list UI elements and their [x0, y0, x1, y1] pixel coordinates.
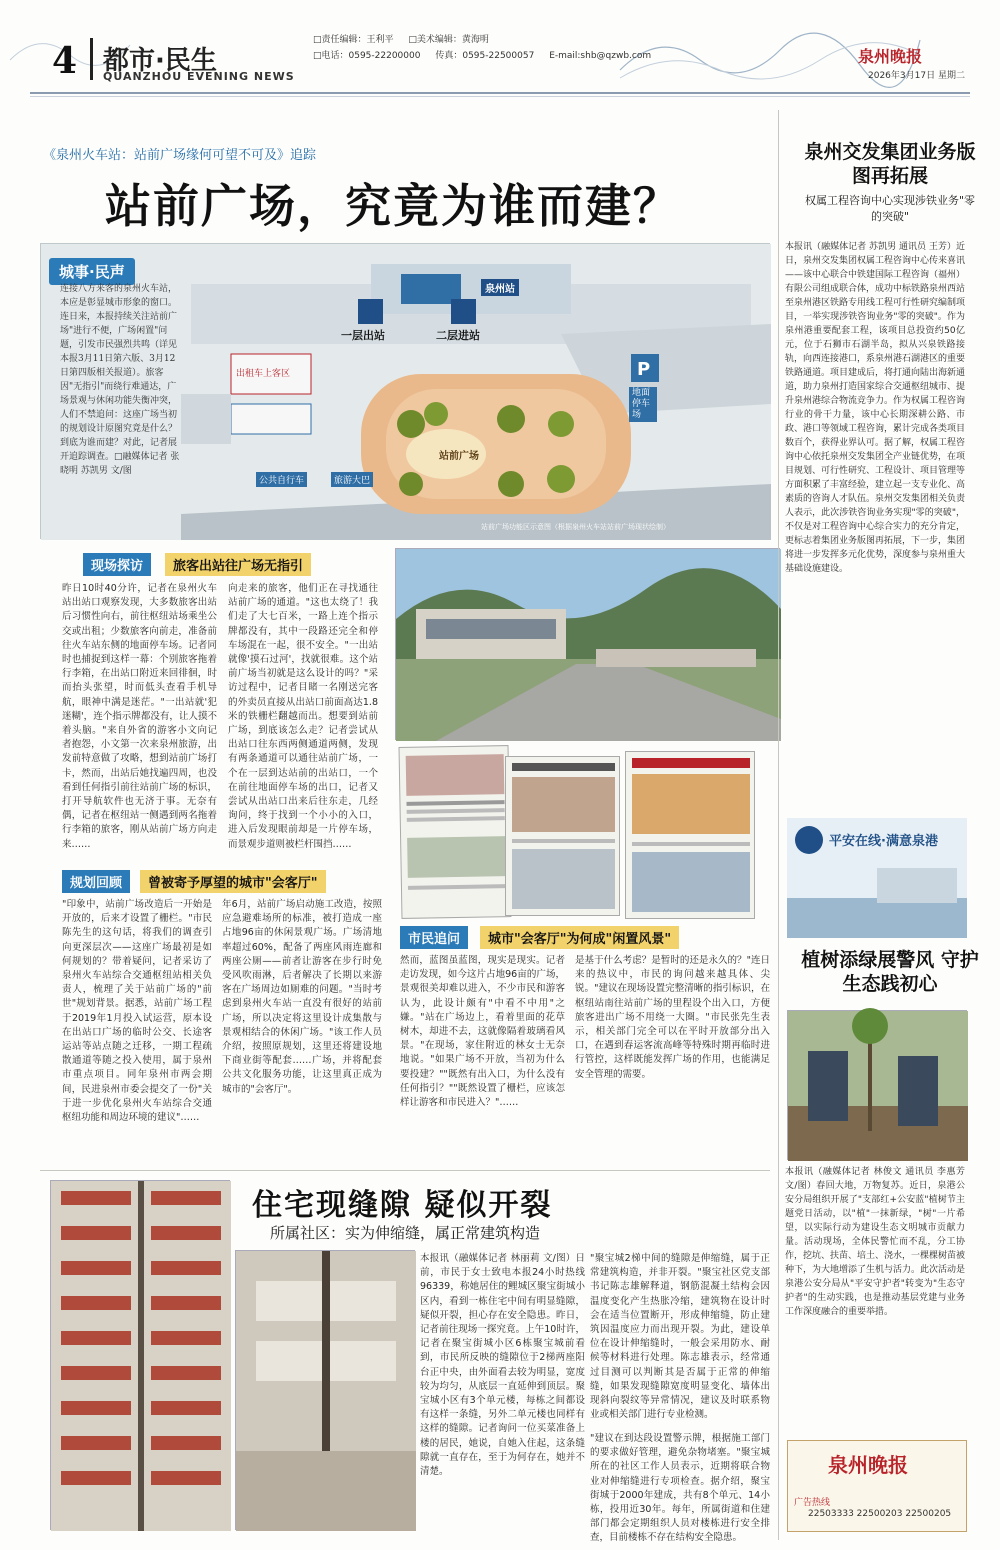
- section-title: 都市·民生: [103, 46, 217, 76]
- police-banner: [787, 818, 967, 938]
- right-story-1-body: 本报讯（融媒体记者 苏凯男 通讯员 王芳）近日，泉州交发集团权属工程咨询中心传来喜讯——该中心联合中铁建国际工程咨询（福州）有限公司组成联合体，成功中标铁路泉州西站至泉州港区铁路专用线工程可行性研究编制项目，一举实现涉铁咨询业务"零的突破"。作为泉州港重要配套工程，该项目总投资约50亿元，位于石狮市石湖半岛，拟从兴泉铁路接轨，向西连接港口，系泉州港石湖港区的重要铁路通道。项目建成后，将打通向陆出海新通道，助力泉州打造国家综合交通枢纽城市、提升泉州港综合物流竞争力。作为权属工程咨询行业的骨干力量，该中心长期深耕公路、市政、港口等领域工程咨询，累计完成各类项目数百个，获得业界认可。据了解，权属工程咨询中心依托泉州交发集团全产业链优势，在项目规划、可行性研究、工程设计、项目管理等方面积累了丰富经验，建立起一支专业化、高素质的咨询人才队伍。泉州交发集团相关负责人表示，此次涉铁咨询业务实现"零的突破"，不仅是对工程咨询中心综合实力的充分肯定，更标志着集团业务版图再拓展，下一步，集团将进一步发挥多元化优势，深度参与泉州重大基础设施建设。: [785, 242, 966, 574]
- ad-hotline-label: 广告热线: [794, 1498, 831, 1508]
- sub-article-column-2: "聚宝城2梯中间的缝隙是伸缩缝，属于正常建筑构造，并非开裂。"聚宝社区党支部书记陈志雄解释道，钢筋混凝土结构会因温度变化产生热胀冷缩，建筑物在设计时会在适当位置断开，形成伸缩缝，防止建筑因温度应力而出现开裂。为此，建设单位在设计伸缩缝时，一般会采用防水、耐候等材料进行处理。陈志雄表示，经常通过目测可以判断其是否属于正常的伸缩缝，如果发现缝隙宽度明显变化、墙体出现斜向裂纹等异常情况，建议及时联系物业或相关部门进行专业检测。: [590, 1253, 770, 1421]
- right-story-2-title: 植树添绿展警风 守护生态践初心: [801, 949, 979, 995]
- article-column-6: 是基于什么考虑？是暂时的还是永久的？"连日来的热议中，市民的询问越来越具体、尖锐。"建议在现场设置完整清晰的指引标识，在枢纽站南往站前广场的里程设个出入口，方便旅客进出广场不用绕一大圈。"市民张先生表示，相关部门完全可以在平时开放部分出入口，在遇到春运客流高峰等特殊时期再临时进行管控，这样既能发挥广场的作用，也能满足安全管理的需要。: [575, 955, 770, 1080]
- right-story-1-title: 泉州交发集团业务版图再拓展: [804, 141, 976, 187]
- page-header: [0, 0, 1000, 95]
- article-column-2: 向走来的旅客，他们正在寻找通往站前广场的通道。"这也太绕了！我们走了大七百米，一路上连个指示牌都没有，其中一段路还完全和停车场混在一起，很不安全。"一出站就像'摸石过河'，找就很难。这个站前广场当初就是这么设计的吗？"采访过程中，记者目睹一名刚送完客的外卖员直接从出站口前面高达1.8米的铁栅栏翻越而出。想要到站前广场，到底该怎么走？记者尝试从出站口往东西两侧通道两侧，发现有两条通道可以通往站前广场，一个在一层到达站前的出站口，一个在前往地面停车场的出口，记者又尝试从出站口出来后往东走，几经询问，终于找到一个小小的入口，进入后发现眼前却是一片停车场，而景观步道则被栏杆围挡……: [228, 583, 378, 850]
- art-editor: □美术编辑：黄海明: [408, 35, 489, 45]
- label-taxi: 出租车上客区: [236, 369, 291, 379]
- prior-reports-collage: [400, 746, 780, 920]
- label-plaza: 站前广场: [439, 451, 479, 462]
- section-title-1: 旅客出站往广场无指引: [165, 553, 311, 576]
- prior-report-1-graphic: [400, 746, 513, 920]
- svg-text:P: P: [637, 359, 651, 380]
- main-headline: 站前广场，究竟为谁而建？: [105, 179, 681, 233]
- prior-report-1: [399, 745, 512, 919]
- ad-logo: 泉州晚报: [828, 1453, 908, 1477]
- phone: □电话：0595-22200000: [313, 51, 421, 61]
- header-rule-thin: [30, 96, 970, 97]
- ad-box: [787, 1440, 967, 1532]
- sub-headline: 住宅现缝隙 疑似开裂: [252, 1188, 553, 1223]
- prior-report-2-graphic: [506, 757, 621, 917]
- banner-title: 平安在线·满意泉港: [829, 834, 938, 849]
- section-title-2: 曾被寄予厚望的城市"会客厅": [140, 870, 326, 893]
- story-divider: [40, 1170, 770, 1171]
- label-first-floor-exit: 一层出站: [341, 329, 385, 342]
- prior-report-2: [505, 756, 620, 916]
- email: E-mail:shb@qzwb.com: [549, 51, 652, 61]
- article-column-4: 年6月，站前广场启动施工改造，按照应急避难场所的标准，被打造成一座占地96亩的休闲景观广场。广场清地率超过60%，配备了两座风雨连廊和两座公厕——前者让游客在步行时免受风吹雨淋，后者解决了长期以来游客在广场周边如厕难的问题。"当时考虑到泉州火车站一直没有很好的站前广场，所以决定将这里设计成集散与景观相结合的休闲广场。"该工作人员介绍，按照原规划，这里还将建设地下商业街等配套……广场，并将配套公共文化服务功能，让这里真正成为城市的"会客厅"。: [222, 899, 382, 1095]
- section-tag-2: 规划回顾: [62, 870, 130, 893]
- article-column-1: 昨日10时40分许，记者在泉州火车站出站口观察发现，大多数旅客出站后习惯性向右，前往枢纽站场乘坐公交或出租；少数旅客向前走，准备前往火车站东侧的地面停车场。记者同时也捕捉到这样一幕：个别旅客拖着行李箱，在出站口附近来回徘徊，时而抬头张望，时而低头查看手机导航，眼神中满是迷茫。"一出站就'犯迷糊'，连个指示牌都没有，让人摸不着头脑。"来自外省的游客小文向记者抱怨，小文第一次来泉州旅游，出发前特意做了攻略，想到站前广场打卡，然而，出站后她找遍四周，也没看到任何指引前往站前广场的标识，打开导航软件也无济于事。无奈有偶，记者在枢纽站一侧遇到两名拖着行李箱的旅客，刚从站前广场方向走来……: [62, 583, 217, 850]
- sub-subtitle: 所属社区：实为伸缩缝，属正常建筑构造: [270, 1224, 541, 1242]
- building-photo-graphic: [51, 1181, 231, 1531]
- sub-article-column-1: 本报讯（融媒体记者 林丽莉 文/图）日前，市民于女士致电本报24小时热线96339，称她居住的鲤城区聚宝街城小区内，看到一栋住宅中间有明显缝隙，疑似开裂，担心存在安全隐患。昨日，记者前往现场一探究竟。上午10时许，记者在聚宝街城小区6栋聚宝城前看到，市民所反映的缝隙位于2梯两座阳台正中央，由外面看去较为明显，宽度较为均匀，从底层一直延伸到顶层。聚宝城小区有3个单元楼，每栋之间都设有这样一条缝，另外二单元楼也同样有这样的缝隙。记者询问一位买菜准备上楼的居民，她说，自她入住起，这条缝隙就一直存在，至于为何存在，她并不清楚。: [420, 1253, 585, 1478]
- header-divider: [90, 38, 93, 80]
- section-subtitle-en: QUANZHOU EVENING NEWS: [103, 70, 295, 83]
- label-station: 泉州站: [481, 279, 519, 296]
- station-photo-graphic: [396, 549, 781, 741]
- column-divider: [778, 110, 779, 1540]
- label-bus: 公共自行车: [256, 472, 307, 487]
- section-tag-3: 市民追问: [400, 926, 468, 949]
- ad-hotline-numbers: 22503333 22500203 22500205: [808, 1509, 952, 1519]
- right-story-1-subtitle: 权属工程咨询中心实现涉铁业务"零的突破": [804, 194, 976, 223]
- article-kicker: 《泉州火车站：站前广场缘何可望不可及》追踪: [43, 148, 317, 163]
- sub-article-column-3: "建议在到达段设置警示牌，根据施工部门的要求做好管理，避免杂物堵塞。"聚宝城所在的社区工作人员表示，近期将联合物业对伸缩缝进行专项检查。据介绍，聚宝街城于2000年建成，共有8个单元、14小栋，投用近30年。每年，所属街道和住建部门都会定期组织人员对楼栋进行安全排查，目前楼栋不存在结构安全隐患。: [590, 1433, 770, 1544]
- crack-photo: [235, 1250, 415, 1530]
- newspaper-logo: 泉州晚报: [858, 47, 923, 66]
- article-column-5: 然而，蓝图虽蓝图，现实是现实。记者走访发现，如今这片占地96亩的广场，景观很美却难以进入，不少市民和游客认为，此设计颇有"中看不中用"之嫌。"站在广场边上，看着里面的花草树木，却进不去，这就像隔着玻璃看风景。"在现场，家住附近的林女士无奈地说。"如果广场不开放，当初为什么要投建？""既然有出入口，为什么没有任何指引？""既然设置了栅栏，应该怎样让游客和市民进入？"……: [400, 955, 565, 1109]
- prior-report-3: [625, 751, 755, 919]
- building-photo: [50, 1180, 230, 1530]
- editor: □责任编辑：王利平: [313, 35, 394, 45]
- crack-photo-graphic: [236, 1251, 416, 1531]
- right-story-2-body: 本报讯（融媒体记者 林俊文 通讯员 李惠芳 文/图）春回大地，万物复苏。近日，泉港公安分局组织开展了"支部红+公安蓝"植树节主题党日活动，以"植"一抹新绿，"树"一片希望，以实际行动为建设生态文明城市贡献力量。活动现场，全体民警忙而不乱，分工协作，挖坑、扶苗、培土、浇水，一棵棵树苗被种下，为大地增添了生机与活力。此次活动是泉港公安分局从"平安守护者"转变为"生态守护者"的生动实践，也是推动基层党建与业务工作深度融合的重要举措。: [785, 1167, 966, 1317]
- intro-text: 连接八方来客的泉州火车站，本应是彰显城市形象的窗口。连日来，本报持续关注站前广场"进行不便，广场闲置"问题，引发市民强烈共鸣（详见本报3月11日第六版、3月12日第四版相关报道）。旅客因"无指引"而绕行难通达，广场景观与休闲功能失衡冲突，人们不禁追问：这座广场当初的规划设计原图究竟是什么？到底为谁而建？对此，记者展开追踪调查。□融媒体记者 张晓明 苏凯男 文/图: [60, 284, 180, 476]
- label-second-floor-entry: 二层进站: [436, 329, 480, 342]
- section-title-3: 城市"会客厅"为何成"闲置风景": [480, 926, 679, 949]
- header-rule: [30, 92, 970, 94]
- label-tour: 旅游大巴: [331, 472, 373, 487]
- map-caption: 站前广场功能区示意图（根据泉州火车站站前广场现状绘制）: [481, 523, 670, 531]
- tree-planting-photo-graphic: [788, 1011, 968, 1161]
- section-tag-1: 现场探访: [83, 553, 151, 576]
- tree-planting-photo: [787, 1010, 967, 1160]
- prior-report-3-graphic: [626, 752, 756, 920]
- page-number: 4: [52, 40, 78, 82]
- column-badge: 城事·民声: [49, 258, 135, 285]
- article-column-3: "印象中，站前广场改造后一开始是开放的，后来才设置了栅栏。"市民陈先生的这句话，将我们的调查引向更深层次——这座广场最初是如何规划的？带着疑问，记者采访了泉州火车站综合交通枢纽站相关负责人，梳理了关于站前广场的"前世"规划背景。据悉，站前广场工程于2019年1月投入试运营，原本设在出站口广场的临时公交、长途客运站等站点随之迁移，一期工程疏散通道等随之投入使用，属于泉州市重点项目。同年泉州市两会期间，民进泉州市委会提交了一份"关于进一步优化泉州火车站综合交通枢纽功能和周边环境的建议"……: [62, 899, 212, 1124]
- fax: 传真：0595-22500057: [435, 51, 535, 61]
- label-parking: 地面停车场: [629, 387, 657, 422]
- issue-date: 2026年3月17日 星期二: [868, 71, 965, 81]
- station-photo: [395, 548, 780, 740]
